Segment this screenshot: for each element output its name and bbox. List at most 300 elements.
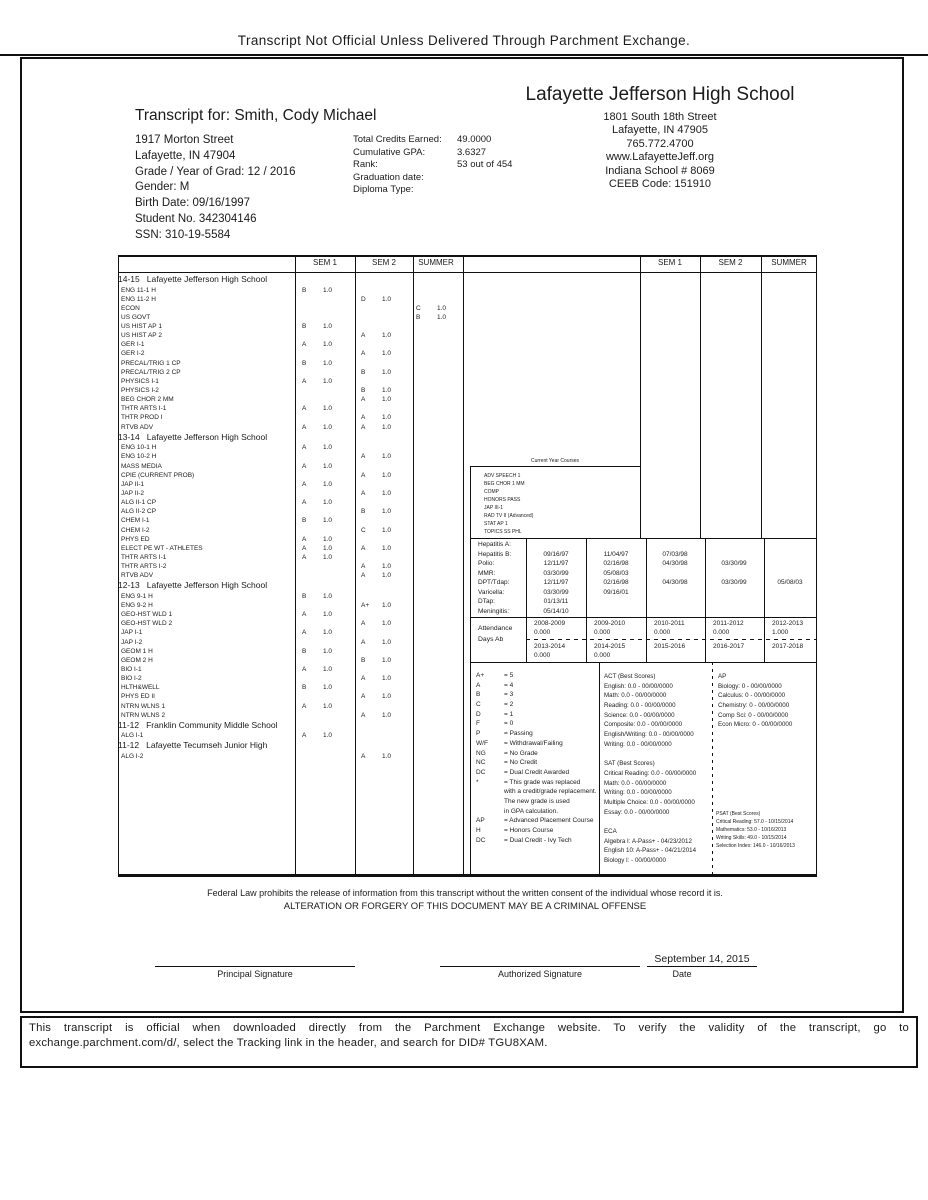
sem1-grade: A	[302, 611, 307, 619]
stat-label: Graduation date:	[353, 171, 424, 183]
sem1-credit: 1.0	[323, 535, 333, 543]
section-years: 14-15	[118, 274, 140, 284]
sem2-grade: A	[361, 396, 366, 404]
sem2-grade: A	[361, 711, 366, 719]
sem2-credit: 1.0	[382, 752, 392, 760]
psat-score-line: Writing Skills: 49.0 - 10/15/2014	[716, 835, 787, 842]
sem2-credit: 1.0	[382, 620, 392, 628]
attendance-days: 1.000	[772, 628, 789, 636]
immunization-table	[470, 540, 817, 616]
sem1-grade: A	[302, 444, 307, 452]
course-row	[118, 368, 817, 377]
transcript-for-title: Transcript for: Smith, Cody Michael	[135, 107, 377, 124]
current-year-course: COMP	[484, 489, 499, 495]
sem1-grade: B	[302, 592, 307, 600]
score-line: Algebra I: A-Pass+ - 04/23/2012	[604, 837, 692, 845]
legend-text: = Honors Course	[504, 827, 554, 834]
legend-row	[470, 826, 598, 836]
course-row	[118, 377, 817, 386]
sem2-grade: A	[361, 563, 366, 571]
immunization-date: 03/30/99	[543, 569, 569, 577]
score-line: Comp Sci: 0 - 00/00/0000	[718, 711, 789, 719]
student-info-line: Birth Date: 09/16/1997	[135, 197, 251, 210]
student-info-line: Gender: M	[135, 181, 190, 194]
immunization-date: 05/08/03	[603, 569, 629, 577]
immunization-label: Varicella:	[478, 588, 505, 596]
course-name: GEOM 2 H	[121, 656, 153, 664]
score-line: Econ Micro: 0 - 00/00/0000	[718, 721, 793, 729]
sem1-credit: 1.0	[323, 544, 333, 552]
ap-scores	[718, 672, 816, 730]
course-name: JAP I-2	[121, 638, 143, 646]
sem2-grade: A	[361, 620, 366, 628]
school-address	[520, 111, 800, 191]
sem2-credit: 1.0	[382, 423, 392, 431]
course-name: HLTH&WELL	[121, 684, 160, 692]
school-name: Lafayette Jefferson High School	[525, 84, 795, 105]
legend-text: with a credit/grade replacement.	[504, 788, 597, 796]
section-years: 11-12	[118, 740, 140, 751]
course-name: ELECT PE WT - ATHLETES	[121, 544, 203, 552]
sem2-credit: 1.0	[382, 526, 392, 534]
student-info	[135, 133, 295, 244]
course-name: ENG 10-2 H	[121, 453, 157, 461]
attendance-year: 2010-2011	[654, 620, 685, 627]
school-address-line: CEEB Code: 151910	[608, 178, 712, 191]
sem2-grade: D	[361, 295, 366, 303]
col-header-sem2-right: SEM 2	[718, 258, 743, 267]
immunization-date: 03/30/99	[543, 588, 569, 596]
legend-row	[470, 778, 598, 788]
sem1-credit: 1.0	[323, 499, 333, 507]
course-name: JAP II-2	[121, 489, 145, 497]
course-row	[118, 498, 817, 507]
sem2-credit: 1.0	[382, 453, 392, 461]
sem1-grade: A	[302, 732, 307, 740]
summer-credit: 1.0	[437, 313, 447, 321]
sem1-grade: A	[302, 377, 307, 385]
sem1-credit: 1.0	[323, 553, 333, 561]
legend-text: = 0	[504, 720, 514, 728]
course-row	[118, 304, 817, 313]
course-name: CPIE (CURRENT PROB)	[121, 471, 195, 479]
legend-row	[470, 758, 598, 768]
course-row	[118, 443, 817, 452]
psat-score-line: PSAT (Best Scores)	[716, 811, 761, 817]
sem1-grade: A	[302, 665, 307, 673]
sem1-credit: 1.0	[323, 323, 333, 331]
course-name: GER I-1	[121, 341, 145, 349]
immunization-date: 04/30/98	[662, 579, 688, 587]
sem2-credit: 1.0	[382, 396, 392, 404]
sem1-credit: 1.0	[323, 405, 333, 413]
current-year-course: TOPICS SS PHL	[484, 529, 522, 535]
sem2-credit: 1.0	[382, 332, 392, 340]
alteration-warning: ALTERATION OR FORGERY OF THIS DOCUMENT MAY BE A CRIMINAL OFFENSE	[283, 901, 647, 912]
school-address-line: 765.772.4700	[626, 137, 694, 150]
course-row	[118, 413, 817, 422]
course-name: PRECAL/TRIG 1 CP	[121, 359, 181, 367]
psat-score-line: Selection Index: 146.0 - 10/16/2013	[716, 843, 795, 850]
immunization-row	[470, 569, 817, 579]
sem1-credit: 1.0	[323, 684, 333, 692]
score-line	[604, 750, 710, 760]
legend-text: = No Grade	[504, 749, 538, 757]
attendance-days: 0.000	[594, 651, 611, 659]
course-name: RTVB ADV	[121, 423, 154, 431]
course-row	[118, 395, 817, 404]
sem2-grade: A	[361, 453, 366, 461]
course-section-header	[118, 274, 817, 286]
legend-row	[470, 710, 598, 720]
attendance-year: 2014-2015	[594, 643, 626, 650]
sem2-credit: 1.0	[382, 675, 392, 683]
legend-text: = No Credit	[504, 759, 538, 767]
principal-signature-label: Principal Signature	[217, 969, 293, 979]
course-name: THTR PROD I	[121, 414, 163, 422]
course-row	[118, 340, 817, 349]
sem1-credit: 1.0	[323, 702, 333, 710]
school-address-line: Lafayette, IN 47905	[611, 124, 708, 137]
attendance-cell	[594, 620, 625, 637]
col-header-summer-left: SUMMER	[418, 258, 454, 267]
attendance-cell	[772, 620, 803, 637]
sem1-grade: A	[302, 341, 307, 349]
student-info-line: Student No. 342304146	[135, 212, 257, 225]
section-school: Lafayette Tecumseh Junior High	[146, 740, 268, 751]
legend-code: F	[476, 720, 480, 728]
legend-row	[470, 787, 598, 797]
course-name: THTR ARTS I-1	[121, 553, 167, 561]
immunization-row	[470, 607, 817, 617]
sem1-credit: 1.0	[323, 592, 333, 600]
legend-code: H	[476, 827, 481, 834]
stat-label: Total Credits Earned:	[353, 134, 442, 145]
course-row	[118, 404, 817, 413]
score-line: Writing: 0.0 - 00/00/0000	[604, 740, 672, 748]
legend-row	[470, 719, 598, 729]
stat-value: 53 out of 454	[457, 159, 513, 171]
date-label: Date	[672, 969, 692, 979]
sem2-credit: 1.0	[382, 572, 392, 580]
scores-dashed-divider	[712, 662, 713, 876]
student-info-line: SSN: 310-19-5584	[135, 228, 231, 241]
legend-row	[470, 690, 598, 700]
attendance-cell	[594, 643, 625, 660]
sem2-grade: C	[361, 526, 366, 534]
score-line: English/Writing: 0.0 - 00/00/0000	[604, 731, 694, 739]
current-year-course: JAP III-1	[484, 505, 504, 511]
score-line: Science: 0.0 - 00/00/0000	[604, 711, 675, 719]
authorized-signature-label: Authorized Signature	[497, 969, 583, 979]
official-notice-line1: This transcript is official when downloaded directly from the Parchment Exchange website. To verify the validity of the transcript, go to	[29, 1022, 909, 1034]
psat-score-line: Critical Reading: 57.0 - 10/15/2014	[716, 819, 794, 826]
sem2-grade: A	[361, 489, 366, 497]
course-name: BIO I-1	[121, 665, 142, 673]
course-section-header	[118, 432, 817, 444]
current-year-course: HONORS PASS	[484, 497, 521, 503]
immunization-row	[470, 588, 817, 598]
sem1-credit: 1.0	[323, 377, 333, 385]
legend-code: A	[476, 681, 481, 689]
immunization-date: 02/16/98	[603, 579, 629, 587]
immunization-date: 05/08/03	[777, 579, 803, 587]
course-name: ENG 11-1 H	[121, 286, 156, 294]
course-row	[118, 452, 817, 461]
course-name: GEOM 1 H	[121, 647, 153, 655]
summer-credit: 1.0	[437, 304, 447, 312]
sem2-credit: 1.0	[382, 489, 392, 497]
course-row	[118, 386, 817, 395]
immunization-date: 12/11/97	[543, 560, 569, 568]
course-name: BIO I-2	[121, 675, 142, 683]
course-name: RTVB ADV	[121, 572, 154, 580]
sem2-grade: B	[361, 387, 366, 395]
sem2-grade: A	[361, 693, 366, 701]
immunization-row	[470, 550, 817, 560]
sem2-credit: 1.0	[382, 656, 392, 664]
sem2-credit: 1.0	[382, 295, 392, 303]
sem2-credit: 1.0	[382, 602, 392, 609]
current-year-title: Current Year Courses	[530, 458, 580, 464]
sem1-grade: A	[302, 423, 307, 431]
section-school: Franklin Community Middle School	[146, 719, 278, 730]
immunization-row	[470, 578, 817, 588]
immunization-row	[470, 559, 817, 569]
legend-row	[470, 749, 598, 759]
sem2-credit: 1.0	[382, 368, 392, 376]
legend-row	[470, 700, 598, 710]
sem1-grade: B	[302, 359, 307, 367]
course-row	[118, 507, 817, 516]
legend-code: *	[476, 778, 479, 786]
course-name: PHYSICS I-1	[121, 377, 159, 385]
immunization-date: 09/16/97	[543, 550, 569, 558]
course-row	[118, 423, 817, 432]
immunization-date: 07/03/98	[662, 550, 688, 558]
table-top-border	[118, 255, 817, 257]
sem1-credit: 1.0	[323, 286, 333, 294]
stat-row	[353, 159, 512, 172]
attendance-days: 0.000	[534, 651, 551, 659]
sem1-grade: A	[302, 702, 307, 710]
school-address-line: Indiana School # 8069	[605, 164, 715, 177]
attendance-days: 0.000	[594, 628, 611, 636]
immunization-label: Hepatitis A:	[478, 541, 511, 548]
course-row	[118, 295, 817, 304]
immunization-label: DTap:	[478, 598, 495, 606]
legend-text: = Passing	[504, 730, 533, 738]
legend-code: DC	[476, 836, 486, 844]
sem2-credit: 1.0	[382, 711, 392, 719]
score-line: English 10: A-Pass+ - 04/21/2014	[604, 847, 697, 855]
sem2-grade: B	[361, 368, 366, 376]
attendance-label: Attendance	[478, 625, 513, 632]
sem2-credit: 1.0	[382, 693, 392, 701]
sem2-grade: B	[361, 508, 366, 516]
score-line: Chemistry: 0 - 00/00/0000	[718, 702, 790, 710]
score-line: AP	[718, 673, 727, 680]
sem2-credit: 1.0	[382, 638, 392, 646]
course-name: JAP II-1	[121, 480, 145, 488]
legend-text: The new grade is used	[504, 797, 570, 805]
legend-code: C	[476, 701, 481, 709]
immunization-date: 12/11/97	[543, 579, 569, 587]
legend-text: = This grade was replaced	[504, 778, 581, 786]
immunization-label: MMR:	[478, 569, 496, 577]
sem1-credit: 1.0	[323, 732, 333, 740]
sem2-grade: A	[361, 572, 366, 580]
immunization-row	[470, 540, 817, 550]
sem2-credit: 1.0	[382, 544, 392, 552]
course-name: GEO-HST WLD 1	[121, 611, 173, 619]
legend-scores-divider	[599, 662, 600, 876]
attendance-year: 2013-2014	[534, 643, 566, 650]
legend-code: P	[476, 730, 481, 738]
section-school: Lafayette Jefferson High School	[146, 274, 268, 284]
legend-box-top	[470, 662, 817, 663]
col-header-sem1-right: SEM 1	[657, 258, 682, 267]
immunization-label: Polio:	[478, 560, 495, 568]
attendance-label: Days Ab	[478, 636, 504, 643]
attendance-days: 0.000	[654, 628, 671, 636]
attendance-year: 2011-2012	[713, 620, 744, 627]
sem1-grade: B	[302, 286, 307, 294]
sem2-credit: 1.0	[382, 350, 392, 358]
attendance-days: 0.000	[534, 628, 551, 636]
current-year-course: RAD TV II (Advanced)	[484, 513, 534, 519]
attendance-cell	[654, 643, 685, 652]
stats-block	[353, 134, 512, 197]
course-name: THTR ARTS I-2	[121, 563, 167, 571]
legend-row	[470, 671, 598, 681]
sem2-grade: B	[361, 656, 366, 664]
col-header-summer-right: SUMMER	[771, 258, 807, 267]
legend-text: = 5	[504, 672, 514, 679]
table-header-divider	[118, 272, 817, 273]
stat-label: Cumulative GPA:	[353, 146, 426, 158]
student-info-line: 1917 Morton Street	[135, 134, 234, 146]
school-address-line: 1801 South 18th Street	[603, 111, 717, 123]
attendance-year: 2015-2016	[654, 643, 686, 650]
course-row	[118, 322, 817, 331]
attendance-cell	[772, 643, 803, 652]
sem1-grade: A	[302, 462, 307, 470]
stat-row	[353, 184, 512, 197]
course-name: BEG CHOR 2 MM	[121, 396, 174, 404]
course-name: PHYS ED II	[121, 693, 155, 701]
top-banner	[0, 30, 928, 56]
authorized-signature-line	[440, 966, 640, 967]
current-year-box-top	[470, 466, 640, 467]
sem2-grade: A	[361, 675, 366, 683]
stat-label: Diploma Type:	[353, 184, 414, 196]
sem1-grade: B	[302, 517, 307, 525]
sem1-credit: 1.0	[323, 423, 333, 431]
legend-code: AP	[476, 817, 485, 825]
sem2-grade: A	[361, 332, 366, 340]
legend-code: D	[476, 710, 481, 718]
score-line: Math: 0.0 - 00/00/0000	[604, 779, 667, 787]
section-years: 13-14	[118, 431, 140, 442]
sem1-grade: A	[302, 553, 307, 561]
course-name: ALG II-1 CP	[121, 499, 157, 507]
immunization-row	[470, 597, 817, 607]
course-name: CHEM I-1	[121, 517, 150, 525]
sem1-credit: 1.0	[323, 480, 333, 488]
legend-code: B	[476, 691, 481, 699]
sem1-grade: A	[302, 535, 307, 543]
immunization-label: DPT/Tdap:	[478, 579, 510, 587]
course-name: NTRN WLNS 1	[121, 702, 166, 710]
course-name: ENG 9-2 H	[121, 602, 153, 609]
sem1-credit: 1.0	[323, 629, 333, 637]
stat-row	[353, 172, 512, 185]
col-header-sem2-left: SEM 2	[371, 258, 396, 267]
score-line: SAT (Best Scores)	[604, 760, 655, 768]
course-name: ALG I-2	[121, 752, 144, 760]
course-row	[118, 313, 817, 322]
sem1-grade: A	[302, 544, 307, 552]
course-name: ENG 9-1 H	[121, 592, 153, 600]
sem1-credit: 1.0	[323, 647, 333, 655]
course-row	[118, 286, 817, 295]
sem2-grade: A	[361, 414, 366, 422]
current-year-course: BEG CHOR 1 MM	[484, 481, 525, 487]
sem1-credit: 1.0	[323, 611, 333, 619]
immunization-date: 09/16/01	[603, 588, 629, 596]
course-name: PHYS ED	[121, 535, 150, 543]
legend-text: = 1	[504, 710, 514, 718]
score-line: Writing: 0.0 - 00/00/0000	[604, 789, 672, 797]
legend-row	[470, 729, 598, 739]
attendance-year: 2009-2010	[594, 620, 626, 627]
immunization-date: 01/13/11	[543, 598, 569, 606]
sem1-grade: B	[302, 323, 307, 331]
sem1-credit: 1.0	[323, 665, 333, 673]
legend-row	[470, 807, 598, 817]
course-name: JAP I-1	[121, 629, 143, 637]
course-row	[118, 349, 817, 358]
current-year-course: STAT AP 1	[484, 521, 508, 527]
course-row	[118, 489, 817, 498]
legend-text: = 3	[504, 691, 514, 699]
legend-row	[470, 816, 598, 826]
course-row	[118, 516, 817, 525]
attendance-cell	[654, 620, 685, 637]
score-line: Math: 0.0 - 00/00/0000	[604, 692, 667, 700]
course-name: US GOVT	[121, 313, 151, 321]
act-sat-eca-scores	[604, 672, 710, 866]
stat-label: Rank:	[353, 159, 378, 171]
immunization-label: Hepatitis B:	[478, 550, 512, 558]
legend-row	[470, 681, 598, 691]
section-years: 11-12	[118, 719, 140, 730]
course-name: ECON	[121, 304, 140, 312]
attendance-year: 2008-2009	[534, 620, 566, 627]
course-row	[118, 471, 817, 480]
score-line: ACT (Best Scores)	[604, 673, 656, 680]
course-name: ALG II-2 CP	[121, 508, 157, 516]
sem1-credit: 1.0	[323, 462, 333, 470]
immunization-date: 03/30/99	[721, 560, 747, 568]
date-underline	[647, 966, 757, 967]
course-name: GER I-2	[121, 350, 145, 358]
course-row	[118, 462, 817, 471]
course-name: ENG 10-1 H	[121, 444, 157, 452]
legend-code: W/F	[476, 739, 488, 747]
course-name: PHYSICS I-2	[121, 387, 159, 395]
